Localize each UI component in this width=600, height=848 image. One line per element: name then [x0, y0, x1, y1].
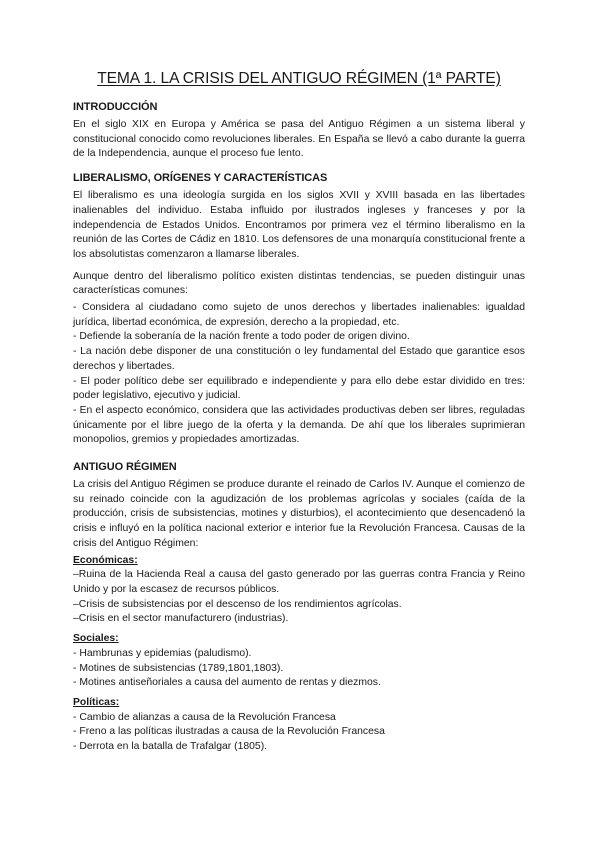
list-item: - El poder político debe ser equilibrado e independiente y para ello debe estar dividido en tres: poder legislativo, ejecutivo y judicial.: [73, 375, 525, 402]
list-item: - Motines de subsistencias (1789,1801,1803).: [73, 662, 284, 674]
list-item: - Defiende la soberanía de la nación frente a todo poder de origen divino.: [73, 331, 410, 343]
liberalism-paragraph-1: El liberalismo es una ideología surgida en los siglos XVII y XVIII basada en las libertades inalienables del individuo. Estaba influido por ilustrados ingleses y franceses y por la independencia de Estados Unidos. Encontramos por primera vez el término liberalismo en la reunión de las Cortes de Cádiz en 1810. Los defensores de una monarquía constitucional frente a los absolutistas comenzaron a llamarse liberales.: [73, 190, 525, 260]
list-item: –Ruina de la Hacienda Real a causa del gasto generado por las guerras contra Francia y Reino Unido y por la escasez de recursos públicos.: [73, 569, 525, 595]
list-item: - Cambio de alianzas a causa de la Revolución Francesa: [73, 711, 336, 723]
intro-heading: INTRODUCCIÓN: [73, 101, 158, 113]
list-item: - Hambrunas y epidemias (paludismo).: [73, 647, 252, 659]
liberalism-paragraph-2: Aunque dentro del liberalismo político existen distintas tendencias, se pueden distinguir unas características comunes:: [73, 270, 525, 297]
liberalism-heading: LIBERALISMO, ORÍGENES Y CARACTERÍSTICAS: [73, 172, 328, 185]
document-page: [73, 70, 525, 755]
document-title: TEMA 1. LA CRISIS DEL ANTIGUO RÉGIMEN (1ª PARTE): [97, 70, 501, 87]
economic-subheading: Económicas:: [73, 554, 138, 566]
ancien-heading: ANTIGUO RÉGIMEN: [73, 461, 177, 474]
list-item: - Freno a las políticas ilustradas a causa de la Revolución Francesa: [73, 726, 385, 738]
list-item: - Derrota en la batalla de Trafalgar (1805).: [73, 741, 268, 753]
list-item: - La nación debe disponer de una constitución o ley fundamental del Estado que garantice esos derechos y libertades.: [73, 346, 525, 372]
political-subheading: Políticas:: [73, 696, 120, 708]
list-item: - En el aspecto económico, considera que las actividades productivas deben ser libres, reguladas únicamente por el libre juego de la oferta y la demanda. De ahí que los liberales suprimieran monopolios, gremios y propiedades amortizadas.: [73, 404, 525, 446]
intro-paragraph: En el siglo XIX en Europa y América se pasa del Antiguo Régimen a un sistema liberal y constitucional conocido como revoluciones liberales. En España se llevó a cabo durante la guerra de la Independencia, aunque el proceso fue lento.: [73, 119, 525, 160]
list-item: –Crisis de subsistencias por el descenso de los rendimientos agrícolas.: [73, 598, 402, 610]
list-item: - Considera al ciudadano como sujeto de unos derechos y libertades inalienables: igualdad jurídica, libertad económica, de expresión, derecho a la propiedad, etc.: [73, 302, 525, 328]
list-item: - Motines antiseñoriales a causa del aumento de rentas y diezmos.: [73, 677, 381, 689]
ancien-paragraph: La crisis del Antiguo Régimen se produce durante el reinado de Carlos IV. Aunque el comienzo de su reinado coincide con la agudización de los problemas agrícolas y sociales (caída de la producción, crisis de subsistencias, motines y disturbios), el acontecimiento que desencadenó la crisis e influyó en la política nacional exterior e interior fue la Revolución Francesa. Causas de la crisis del Antiguo Régimen:: [73, 479, 525, 549]
social-subheading: Sociales:: [73, 633, 119, 645]
list-item: –Crisis en el sector manufacturero (industrias).: [73, 613, 289, 625]
